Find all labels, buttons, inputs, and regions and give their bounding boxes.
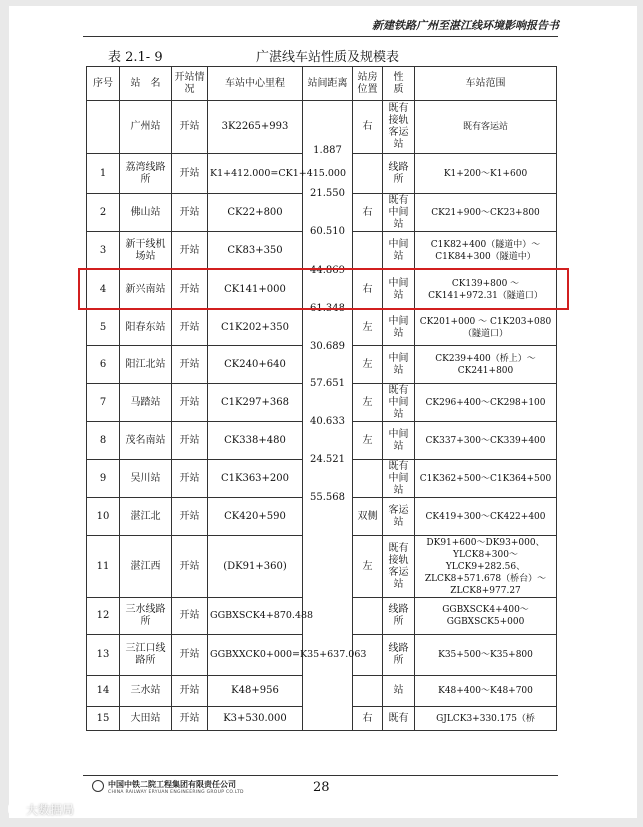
footer-company-en: CHINA RAILWAY ERYUAN ENGINEERING GROUP CO.LTD bbox=[108, 790, 244, 795]
table-row bbox=[87, 101, 557, 154]
cell-mileage: CK420+590 bbox=[208, 498, 303, 536]
col-header-nature: 性 质 bbox=[383, 67, 415, 101]
station-distance: 40.633 bbox=[303, 416, 352, 428]
cell-seq: 4 bbox=[87, 270, 120, 310]
cell-status: 开站 bbox=[172, 598, 208, 635]
cell-name: 阳春东站 bbox=[120, 310, 172, 346]
cell-seq: 5 bbox=[87, 310, 120, 346]
cell-range: DK91+600～DK93+000、YLCK8+300～YLCK9+282.56、ZLCK8+571.678（桥台）～ZLCK8+977.27 bbox=[415, 536, 557, 598]
cell-mileage: CK240+640 bbox=[208, 346, 303, 384]
cell-range: CK337+300～CK339+400 bbox=[415, 422, 557, 460]
station-distance: 60.510 bbox=[303, 226, 352, 238]
cell-seq: 8 bbox=[87, 422, 120, 460]
footer-rule bbox=[83, 775, 558, 776]
cell-range: CK296+400～CK298+100 bbox=[415, 384, 557, 422]
cell-seq: 7 bbox=[87, 384, 120, 422]
cell-name: 三水线路所 bbox=[120, 598, 172, 635]
cell-range: CK239+400（桥上）～CK241+800 bbox=[415, 346, 557, 384]
cell-range: CK201+000 ～ C1K203+080（隧道口） bbox=[415, 310, 557, 346]
cell-mileage: (DK91+360) bbox=[208, 536, 303, 598]
cell-side: 左 bbox=[353, 422, 383, 460]
cell-seq: 11 bbox=[87, 536, 120, 598]
cell-status: 开站 bbox=[172, 194, 208, 232]
distance-column bbox=[303, 101, 353, 731]
cell-range: GJLCK3+330.175（桥 bbox=[415, 707, 557, 731]
cell-nature: 中间站 bbox=[383, 232, 415, 270]
cell-name: 马踏站 bbox=[120, 384, 172, 422]
col-header-status: 开站情况 bbox=[172, 67, 208, 101]
cell-nature: 既有 bbox=[383, 707, 415, 731]
cell-seq: 2 bbox=[87, 194, 120, 232]
cell-seq bbox=[87, 101, 120, 154]
cell-status: 开站 bbox=[172, 270, 208, 310]
cell-range: K1+200～K1+600 bbox=[415, 154, 557, 194]
cell-mileage: GGBXSCK4+870.488 bbox=[208, 598, 303, 635]
cell-name: 三江口线路所 bbox=[120, 635, 172, 676]
cell-range: K48+400～K48+700 bbox=[415, 676, 557, 707]
cell-name: 新干线机场站 bbox=[120, 232, 172, 270]
cell-mileage: C1K297+368 bbox=[208, 384, 303, 422]
station-distance: 24.521 bbox=[303, 454, 352, 466]
page-number: 28 bbox=[313, 780, 330, 795]
cell-mileage: CK83+350 bbox=[208, 232, 303, 270]
cell-name: 湛江西 bbox=[120, 536, 172, 598]
table-title: 广湛线车站性质及规模表 bbox=[256, 50, 400, 65]
cell-nature: 客运站 bbox=[383, 498, 415, 536]
cell-side: 双侧 bbox=[353, 498, 383, 536]
cell-side: 左 bbox=[353, 384, 383, 422]
cell-status: 开站 bbox=[172, 460, 208, 498]
cell-range: 既有客运站 bbox=[415, 101, 557, 154]
cell-side bbox=[353, 676, 383, 707]
cell-nature: 线路所 bbox=[383, 598, 415, 635]
cell-status: 开站 bbox=[172, 676, 208, 707]
col-header-name: 站 名 bbox=[120, 67, 172, 101]
cell-status: 开站 bbox=[172, 310, 208, 346]
cell-side bbox=[353, 598, 383, 635]
cell-status: 开站 bbox=[172, 384, 208, 422]
col-header-seq: 序号 bbox=[87, 67, 120, 101]
col-header-side: 站房位置 bbox=[353, 67, 383, 101]
cell-nature: 既有中间站 bbox=[383, 194, 415, 232]
cell-seq: 6 bbox=[87, 346, 120, 384]
cell-status: 开站 bbox=[172, 635, 208, 676]
cell-seq: 1 bbox=[87, 154, 120, 194]
cell-range: C1K82+400（隧道中）～C1K84+300（隧道中） bbox=[415, 232, 557, 270]
cell-seq: 13 bbox=[87, 635, 120, 676]
cell-range: CK419+300～CK422+400 bbox=[415, 498, 557, 536]
cell-mileage: K1+412.000=CK1+415.000 bbox=[208, 154, 303, 194]
station-distance: 21.550 bbox=[303, 188, 352, 200]
cell-name: 大田站 bbox=[120, 707, 172, 731]
cell-nature: 既有接轨客运站 bbox=[383, 101, 415, 154]
cell-nature: 线路所 bbox=[383, 154, 415, 194]
cell-nature: 中间站 bbox=[383, 346, 415, 384]
cell-side: 右 bbox=[353, 270, 383, 310]
cell-mileage: GGBXXCK0+000=K35+637.063 bbox=[208, 635, 303, 676]
cell-mileage: CK338+480 bbox=[208, 422, 303, 460]
cell-nature: 中间站 bbox=[383, 422, 415, 460]
cell-nature: 中间站 bbox=[383, 310, 415, 346]
cell-side: 右 bbox=[353, 707, 383, 731]
cell-mileage: C1K363+200 bbox=[208, 460, 303, 498]
watermark-logo-icon bbox=[8, 803, 22, 815]
cell-mileage: 3K2265+993 bbox=[208, 101, 303, 154]
cell-nature: 既有中间站 bbox=[383, 460, 415, 498]
cell-side: 左 bbox=[353, 536, 383, 598]
cell-status: 开站 bbox=[172, 232, 208, 270]
cell-nature: 既有中间站 bbox=[383, 384, 415, 422]
cell-status: 开站 bbox=[172, 707, 208, 731]
header-rule bbox=[83, 36, 558, 37]
cell-mileage: C1K202+350 bbox=[208, 310, 303, 346]
cell-name: 佛山站 bbox=[120, 194, 172, 232]
col-header-mileage: 车站中心里程 bbox=[208, 67, 303, 101]
cell-side: 右 bbox=[353, 194, 383, 232]
station-distance: 55.568 bbox=[303, 492, 352, 504]
cell-side bbox=[353, 460, 383, 498]
cell-seq: 14 bbox=[87, 676, 120, 707]
cell-name: 三水站 bbox=[120, 676, 172, 707]
station-distance: 57.651 bbox=[303, 378, 352, 390]
cell-name: 吴川站 bbox=[120, 460, 172, 498]
cell-status: 开站 bbox=[172, 101, 208, 154]
station-table bbox=[86, 66, 557, 731]
cell-status: 开站 bbox=[172, 498, 208, 536]
cell-range: C1K362+500～C1K364+500 bbox=[415, 460, 557, 498]
cell-name: 茂名南站 bbox=[120, 422, 172, 460]
table-number: 表 2.1- 9 bbox=[108, 50, 163, 65]
cell-name: 荔湾线路所 bbox=[120, 154, 172, 194]
cell-range: GGBXSCK4+400～GGBXSCK5+000 bbox=[415, 598, 557, 635]
cell-name: 广州站 bbox=[120, 101, 172, 154]
cell-mileage: K48+956 bbox=[208, 676, 303, 707]
cell-side bbox=[353, 154, 383, 194]
station-distance: 44.869 bbox=[303, 265, 352, 277]
cell-seq: 12 bbox=[87, 598, 120, 635]
cell-range: CK21+900～CK23+800 bbox=[415, 194, 557, 232]
cell-name: 新兴南站 bbox=[120, 270, 172, 310]
cell-status: 开站 bbox=[172, 154, 208, 194]
cell-status: 开站 bbox=[172, 536, 208, 598]
cell-nature: 中间站 bbox=[383, 270, 415, 310]
cell-name: 湛江北 bbox=[120, 498, 172, 536]
col-header-range: 车站范围 bbox=[415, 67, 557, 101]
cell-mileage: K3+530.000 bbox=[208, 707, 303, 731]
highlight-box bbox=[78, 268, 569, 310]
station-distance: 30.689 bbox=[303, 341, 352, 353]
cell-seq: 9 bbox=[87, 460, 120, 498]
table-header-row bbox=[87, 67, 557, 101]
cell-side bbox=[353, 232, 383, 270]
report-header: 新建铁路广州至湛江线环境影响报告书 bbox=[372, 19, 559, 32]
cell-mileage: CK22+800 bbox=[208, 194, 303, 232]
cell-mileage: CK141+000 bbox=[208, 270, 303, 310]
cell-range: K35+500～K35+800 bbox=[415, 635, 557, 676]
company-logo-icon bbox=[92, 780, 104, 792]
station-distance: 61.348 bbox=[303, 303, 352, 315]
cell-status: 开站 bbox=[172, 422, 208, 460]
cell-side: 左 bbox=[353, 346, 383, 384]
cell-side: 左 bbox=[353, 310, 383, 346]
footer-company: 中国中铁二院工程集团有限责任公司 bbox=[108, 780, 236, 789]
cell-seq: 3 bbox=[87, 232, 120, 270]
cell-name: 阳江北站 bbox=[120, 346, 172, 384]
cell-nature: 线路所 bbox=[383, 635, 415, 676]
cell-side: 右 bbox=[353, 101, 383, 154]
station-distance: 1.887 bbox=[303, 145, 352, 157]
cell-seq: 15 bbox=[87, 707, 120, 731]
cell-status: 开站 bbox=[172, 346, 208, 384]
col-header-distance: 站间距离 bbox=[303, 67, 353, 101]
cell-nature: 既有接轨客运站 bbox=[383, 536, 415, 598]
cell-range: CK139+800 ～ CK141+972.31（隧道口） bbox=[415, 270, 557, 310]
watermark-text: 大数据局 bbox=[26, 803, 75, 817]
cell-nature: 站 bbox=[383, 676, 415, 707]
cell-seq: 10 bbox=[87, 498, 120, 536]
